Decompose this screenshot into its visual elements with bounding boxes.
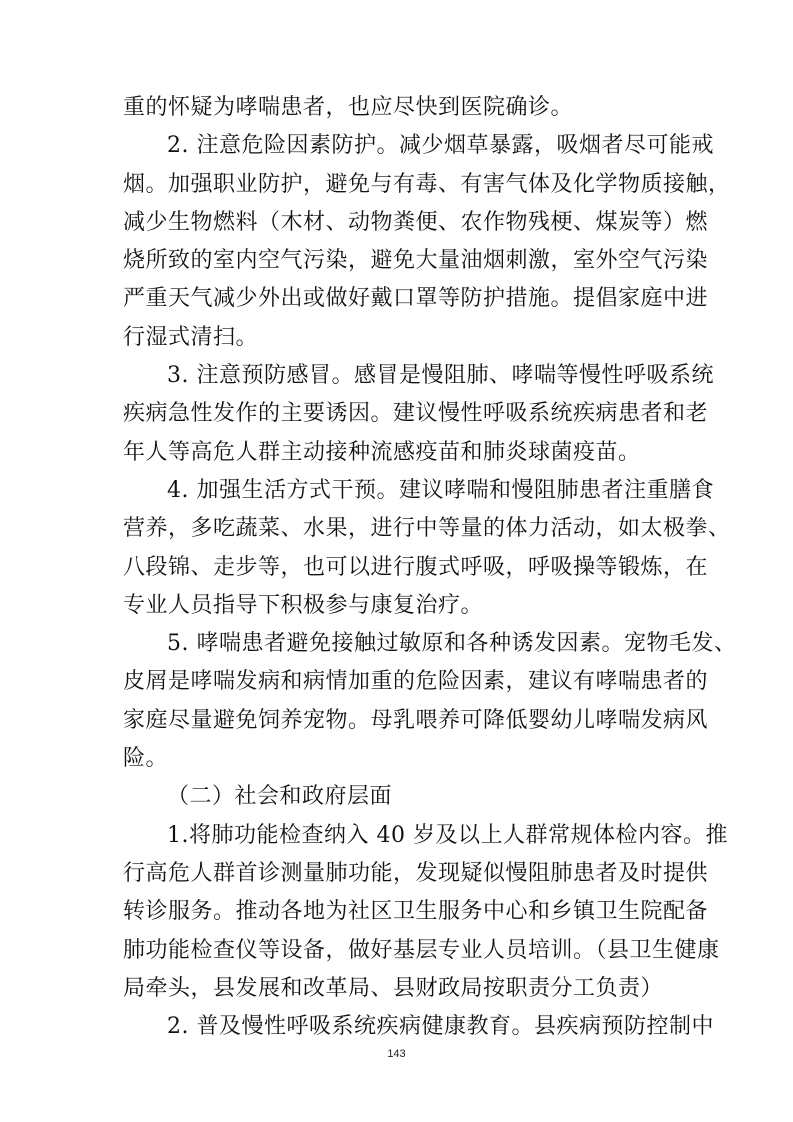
text-line: 2. 注意危险因素防护。减少烟草暴露，吸烟者尽可能戒 xyxy=(167,133,714,159)
text-line: 严重天气减少外出或做好戴口罩等防护措施。提倡家庭中进 xyxy=(123,286,709,312)
text-line: 皮屑是哮喘发病和病情加重的危险因素，建议有哮喘患者的 xyxy=(123,669,709,695)
text-line: 行湿式清扫。 xyxy=(123,324,259,350)
text-line: 年人等高危人群主动接种流感疫苗和肺炎球菌疫苗。 xyxy=(123,439,641,465)
text-line: 重的怀疑为哮喘患者，也应尽快到医院确诊。 xyxy=(123,95,574,120)
text-line: 1.将肺功能检查纳入 40 岁及以上人群常规体检内容。推 xyxy=(167,822,728,848)
body-text xyxy=(123,89,737,1046)
text-line: 减少生物燃料（木材、动物粪便、农作物残梗、煤炭等）燃 xyxy=(123,209,709,235)
page-number: 143 xyxy=(387,1048,406,1060)
text-line: 险。 xyxy=(123,746,169,772)
text-line: 营养，多吃蔬菜、水果，进行中等量的体力活动，如太极拳、 xyxy=(123,516,731,542)
text-line: 2. 普及慢性呼吸系统疾病健康教育。县疾病预防控制中 xyxy=(167,1014,714,1040)
text-line: 疾病急性发作的主要诱因。建议慢性呼吸系统疾病患者和老 xyxy=(123,401,709,427)
text-line: 4. 加强生活方式干预。建议哮喘和慢阻肺患者注重膳食 xyxy=(167,477,714,503)
text-line: 肺功能检查仪等设备，做好基层专业人员培训。（县卫生健康 xyxy=(123,937,720,963)
text-line: 烟。加强职业防护，避免与有毒、有害气体及化学物质接触， xyxy=(123,171,731,197)
text-line: 行高危人群首诊测量肺功能，发现疑似慢阻肺患者及时提供 xyxy=(123,860,709,886)
text-line: 3. 注意预防感冒。感冒是慢阻肺、哮喘等慢性呼吸系统 xyxy=(167,363,714,389)
text-line: 专业人员指导下积极参与康复治疗。 xyxy=(123,592,484,618)
text-line: 局牵头，县发展和改革局、县财政局按职责分工负责） xyxy=(123,975,664,1001)
text-line: 烧所致的室内空气污染，避免大量油烟刺激，室外空气污染 xyxy=(123,248,709,274)
text-line: 转诊服务。推动各地为社区卫生服务中心和乡镇卫生院配备 xyxy=(123,899,709,925)
section-heading: （二）社会和政府层面 xyxy=(167,784,393,810)
text-line: 5. 哮喘患者避免接触过敏原和各种诱发因素。宠物毛发、 xyxy=(167,631,737,657)
text-line: 八段锦、走步等，也可以进行腹式呼吸，呼吸操等锻炼，在 xyxy=(123,554,709,580)
text-line: 家庭尽量避免饲养宠物。母乳喂养可降低婴幼儿哮喘发病风 xyxy=(123,707,709,733)
